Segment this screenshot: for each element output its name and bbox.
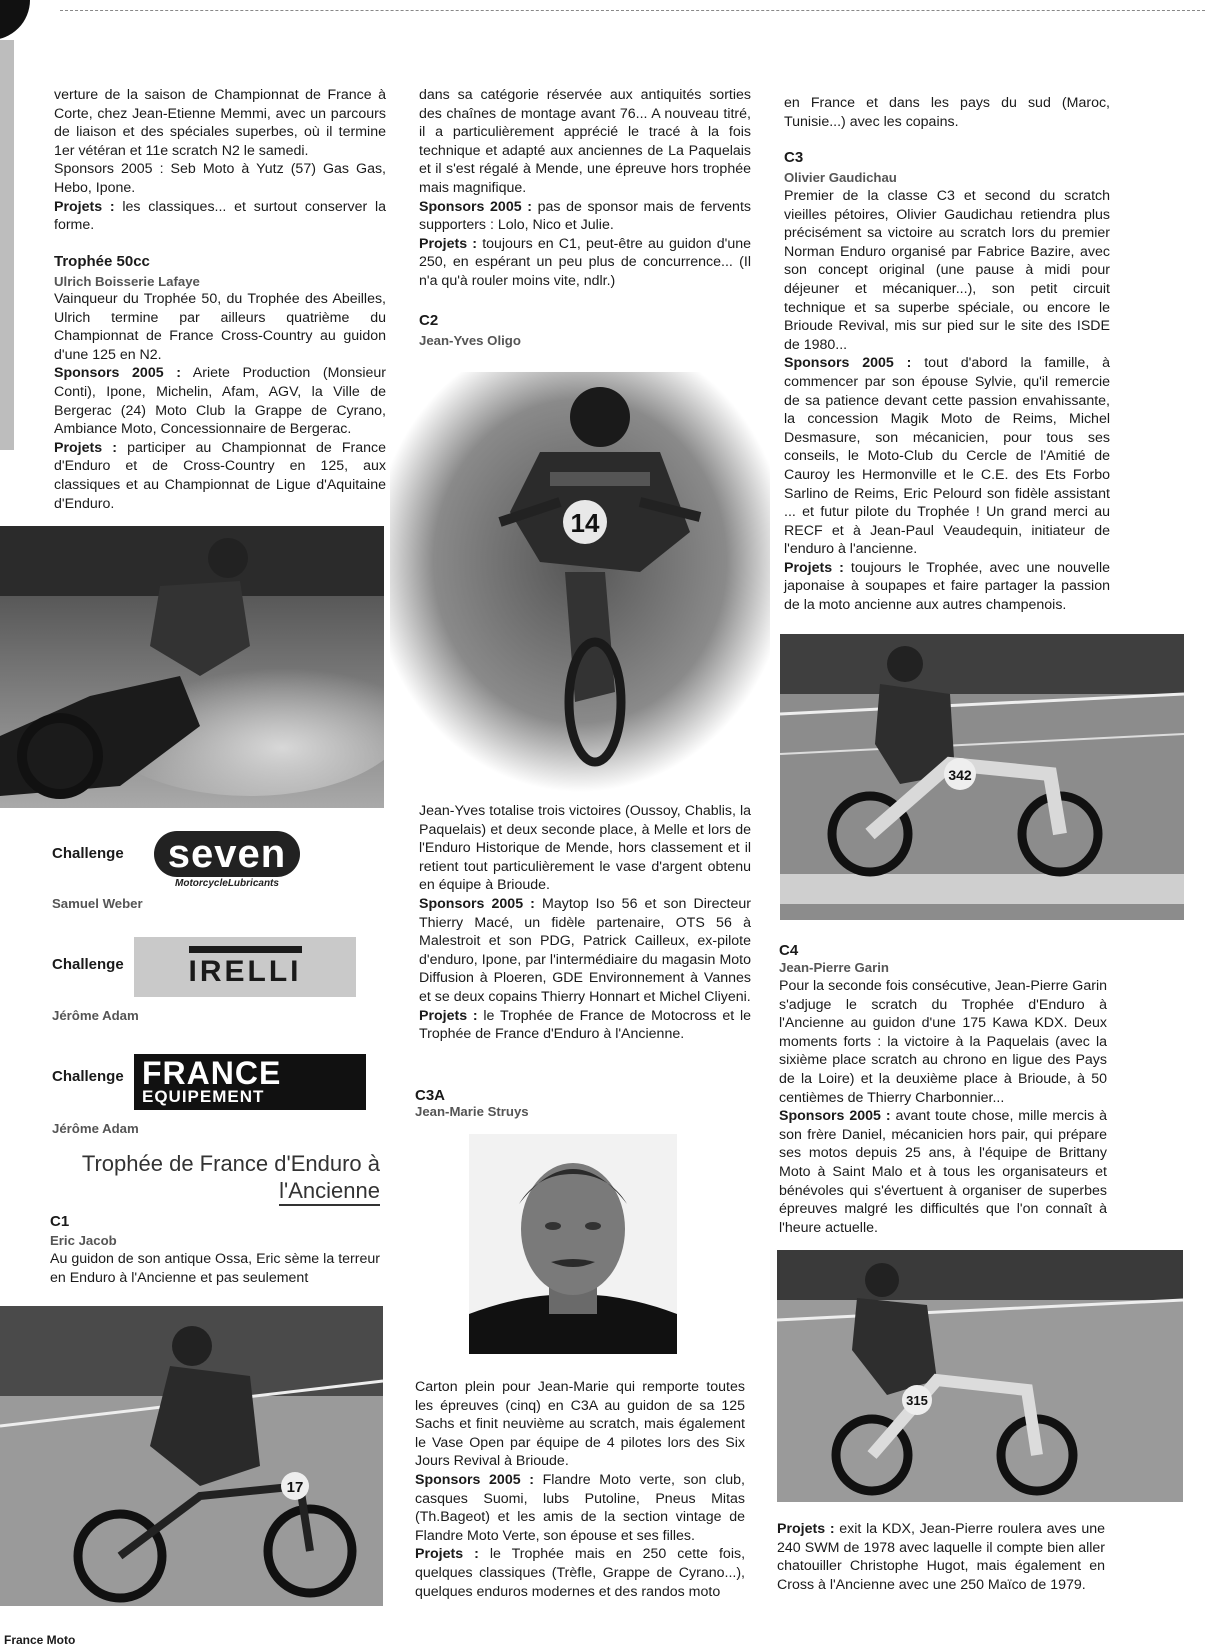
c2-body-text: Jean-Yves totalise trois victoires (Oussoy, Chablis, la Paquelais) et deux seconde place, à Melle et lors de l'Enduro Historique de Mende, hors classement et il retient tout particulièrement le vase d'argent obtenu en équipe à Brioude. <box>419 803 751 894</box>
projets-label: Projets : <box>54 198 115 215</box>
photo-rider-dust <box>0 526 384 808</box>
c2-bike-number: 14 <box>570 508 600 538</box>
sponsors-text: Ariete Production (Monsieur Conti), Ipone, Michelin, Afam, AGV, la Ville de Bergerac (24) Moto Club la Grappe de Cyrano, Ambiance Moto, Concessionnaire de Bergerac. <box>54 365 386 438</box>
sponsors-label: Sponsors 2005 : <box>419 198 532 215</box>
sponsors-text: Flandre Moto verte, son club, casques Suomi, lubs Putoline, Pneus Mitas (Th.Bageot) et les amis de la section vintage de Flandre Moto Verte, son épouse et ses filles. <box>415 1471 745 1544</box>
projets-label: Projets : <box>419 235 477 252</box>
col1-intro-p2: Sponsors 2005 : Seb Moto à Yutz (57) Gas Gas, Hebo, Ipone. <box>54 161 386 196</box>
sponsors-text: avant toute chose, mille mercis à son frère Daniel, mécanicien hors pair, qui prépare ses motos depuis 25 ans, à l'équipe de Brittany Moto à Saint Malo et à tous les organisateurs et bénévoles qui s'évertuent à organiser de superbes épreuves malgré les difficultés que l'on connaît à l'heure actuelle. <box>779 1108 1107 1236</box>
heading-c2: C2 <box>419 312 439 329</box>
sponsors-label: Sponsors 2005 : <box>779 1108 891 1125</box>
photo-c2-vignette <box>390 372 770 792</box>
left-edge-strip <box>0 40 14 450</box>
projets-text: exit la KDX, Jean-Pierre roulera aves une 240 SWM de 1978 avec laquelle il compte bien aller chatouiller Christophe Hugot, mais également en Cross à l'Ancienne avec une 250 Maïco de 1979. <box>777 1521 1105 1593</box>
col2-intro <box>419 86 751 291</box>
projets-label: Projets : <box>415 1546 479 1563</box>
sponsors-label: Sponsors 2005 : <box>784 355 912 372</box>
name-jean-marie-struys: Jean-Marie Struys <box>415 1104 529 1119</box>
france-equipement-logo <box>134 1054 366 1110</box>
col1-intro-p1: verture de la saison de Championnat de France à Corte, chez Jean-Etienne Memmi, avec un parcours de liaison et des spéciales superbes, où il termine 1er vétéran et 11e scratch N2 le samedi. <box>54 87 386 159</box>
seven-logo <box>132 830 322 890</box>
trophy-title-line1: Trophée de France d'Enduro à <box>81 1151 380 1176</box>
photo-portrait-jean-marie <box>469 1134 677 1354</box>
projets-text: toujours en C1, peut-être au guidon d'une 250, en espérant un peu plus de concurrence... (Il n'a qu'à rouler moins vite, ndlr.) <box>419 235 751 289</box>
footer-publication: France Moto <box>4 1633 76 1647</box>
photo-c4-rider <box>777 1250 1183 1502</box>
trophy-title <box>40 1150 380 1206</box>
challenge-winner-3: Jérôme Adam <box>52 1121 139 1136</box>
sponsors-text: tout d'abord la famille, à commencer par son épouse Sylvie, qu'il remercie de sa patience devant cette passion envahissante, la concession Magik Moto de Reims, Michel Desmasure, son mécanicien, pour tous ses conseils, le Moto-Club du Cercle de l'Amitié de Cauroy les Hermonville et le C.E. des Ets Forbo Sarlino de Reims, Eric Pelourd son fidèle assistant ... et futur pilote du Trophée ! Un grand merci au RECF et à Jean-Paul Veaudequin, initiateur de l'enduro à l'ancienne. <box>784 355 1110 558</box>
challenge-label-1: Challenge <box>52 845 124 862</box>
photo-c1-rider <box>0 1306 383 1606</box>
corner-tab <box>0 0 30 40</box>
heading-c4: C4 <box>779 942 799 959</box>
projets-text: les classiques... et surtout conserver la forme. <box>54 198 387 234</box>
france-logo-line1: FRANCE <box>142 1055 282 1091</box>
heading-c1: C1 <box>50 1213 70 1230</box>
challenge-winner-1: Samuel Weber <box>52 896 143 911</box>
name-olivier-gaudichau: Olivier Gaudichau <box>784 170 897 185</box>
name-ulrich: Ulrich Boisserie Lafaye <box>54 274 200 289</box>
projets-text: participer au Championnat de France d'Enduro et de Cross-Country en 125, aux classiques et au Championnat de Ligue d'Aquitaine d'Enduro. <box>54 439 387 512</box>
sponsors-label: Sponsors 2005 : <box>415 1471 534 1488</box>
c4-projets <box>777 1520 1105 1594</box>
photo-c3-rider <box>780 634 1184 920</box>
projets-text: le Trophée de France de Motocross et le Trophée de France d'Enduro à l'Ancienne. <box>419 1007 751 1043</box>
c3-body <box>784 187 1110 615</box>
c1-body: Au guidon de son antique Ossa, Eric sème la terreur en Enduro à l'Ancienne et pas seulement <box>50 1251 380 1286</box>
t50-body <box>54 290 386 513</box>
top-dashed-rule <box>60 10 1205 11</box>
trophy-title-line2: l'Ancienne <box>279 1177 380 1206</box>
projets-label: Projets : <box>54 439 117 456</box>
sponsors-text: pas de sponsor mais de fervents supporters : Lolo, Nico et Julie. <box>419 198 751 234</box>
col1-intro <box>54 86 386 235</box>
heading-c3: C3 <box>784 149 804 166</box>
name-eric-jacob: Eric Jacob <box>50 1233 117 1248</box>
c3-body-text: Premier de la classe C3 et second du scratch vieilles pétoires, Olivier Gaudichau retiendra plus précisément sa victoire au scratch lors du premier Norman Enduro organisé par Fabrice Bazire, avec son concept original (une pause à midi pour déjeuner et mécaniquer...), son petit circuit technique et sa superbe spéciale, ou encore le Brioude Revival, mis sur pied sur le site des ISDE de 1980... <box>784 188 1110 353</box>
projets-text: le Trophée mais en 250 cette fois, quelques classiques (Trèfle, Grappe de Cyrano...), quelques enduros modernes et des randos moto <box>415 1546 746 1600</box>
pirelli-logo <box>134 937 356 997</box>
sponsors-label: Sponsors 2005 : <box>54 365 181 382</box>
name-jean-pierre-garin: Jean-Pierre Garin <box>779 960 889 975</box>
c4-bike-number: 315 <box>906 1393 928 1408</box>
col3-intro: en France et dans les pays du sud (Maroc, Tunisie...) avec les copains. <box>784 95 1110 130</box>
challenge-winner-2: Jérôme Adam <box>52 1008 139 1023</box>
c2-body <box>419 802 751 1044</box>
c3a-body <box>415 1378 745 1601</box>
projets-label: Projets : <box>777 1521 835 1537</box>
heading-c3a: C3A <box>415 1087 446 1104</box>
t50-body-text: Vainqueur du Trophée 50, du Trophée des Abeilles, Ulrich termine par ailleurs quatrième du Championnat de France Cross-Country au guidon d'une 125 en N2. <box>54 291 386 363</box>
pirelli-logo-text: IRELLI <box>189 946 302 989</box>
heading-trophee-50cc: Trophée 50cc <box>54 253 150 270</box>
c4-body <box>779 977 1107 1237</box>
sponsors-label: Sponsors 2005 : <box>419 895 535 912</box>
c4-body-text: Pour la seconde fois consécutive, Jean-Pierre Garin s'adjuge le scratch du Trophée d'Enduro à l'Ancienne au guidon d'une 175 Kawa KDX. Deux moments forts : la victoire à la Paquelais (avec la sixième place scratch au chrono en ligue des Pays de la Loire) et la deuxième place à Brioude, à 50 centièmes de Thierry Charbonnier... <box>779 978 1107 1106</box>
france-logo-line2: EQUIPEMENT <box>142 1087 265 1106</box>
c1-bike-number: 17 <box>286 1479 304 1496</box>
projets-label: Projets : <box>419 1007 478 1024</box>
c3a-body-text: Carton plein pour Jean-Marie qui remporte toutes les épreuves (cinq) en C3A au guidon de sa 125 Sachs et finit neuvième au scratch, mais également le Vase Open par équipe de 4 pilotes lors des Six Jours Revival à Brioude. <box>415 1379 745 1470</box>
seven-logo-text: seven <box>154 831 300 877</box>
challenge-label-2: Challenge <box>52 956 124 973</box>
col2-intro-text: dans sa catégorie réservée aux antiquités sorties des chaînes de montage avant 76... A nouveau titré, il a particulièrement apprécié le tracé à la fois technique et adapté aux anciennes de La Paquelais et il s'est régalé à Mende, une épreuve hors trophée mais magnifique. <box>419 87 751 196</box>
seven-logo-tagline: MotorcycleLubricants <box>175 878 279 889</box>
challenge-label-3: Challenge <box>52 1068 124 1085</box>
name-jean-yves-oligo: Jean-Yves Oligo <box>419 333 521 348</box>
sponsors-text: Maytop Iso 56 et son Directeur Thierry Macé, un fidèle partenaire, OTS 56 à Malestroit et son PDG, Patrick Cailleux, ex-pilote d'enduro, Ipone, par l'intermédiaire du magasin Moto Diffusion à Ploeren, GDE Environnement à Vannes et se deux copains Thierry Honnart et Michel Cliyeni. <box>419 895 752 1005</box>
projets-label: Projets : <box>784 559 844 576</box>
projets-text: toujours le Trophée, avec une nouvelle japonaise à soupapes et faire partager la passion de la moto ancienne aux autres champenois. <box>784 559 1111 614</box>
c3-bike-number: 342 <box>948 767 972 783</box>
